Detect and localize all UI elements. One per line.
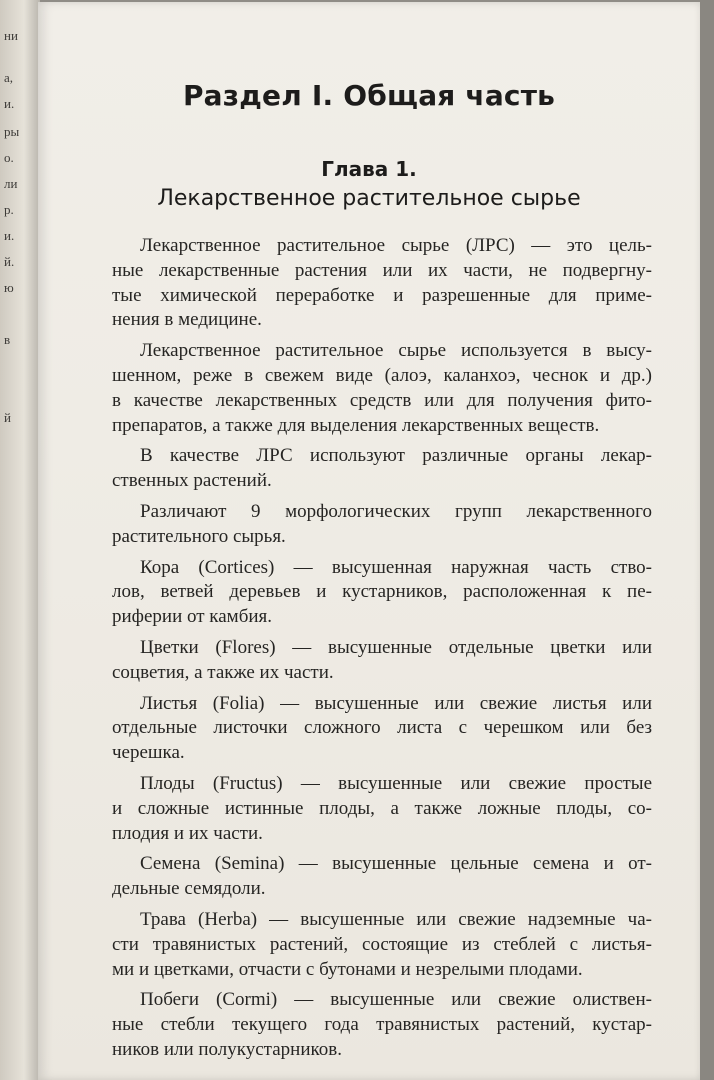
text-line: соцветия, а также их части.	[112, 661, 334, 683]
paragraph	[112, 556, 652, 630]
adjacent-page-edge	[0, 0, 40, 1080]
left-page-fragment: о.	[4, 150, 14, 165]
paragraph	[112, 234, 652, 333]
paragraph	[112, 852, 652, 902]
text-line: Плоды (Fructus) — высушенные или свежие простые	[140, 772, 652, 794]
paragraph	[112, 339, 652, 438]
paragraph	[112, 772, 652, 846]
paragraph	[112, 444, 652, 494]
text-line: тые химической переработке и разрешенные для приме-	[112, 284, 652, 306]
text-line: шенном, реже в свежем виде (алоэ, каланхоэ, чеснок и др.)	[112, 364, 652, 386]
text-line: отдельные листочки сложного листа с черешком или без	[112, 717, 652, 739]
body-text	[112, 234, 652, 1069]
text-line: В качестве ЛРС используют различные органы лекар-	[140, 445, 652, 467]
chapter-number: Глава 1.	[321, 157, 417, 181]
text-line: риферии от камбия.	[112, 606, 273, 628]
left-page-fragment: ю	[4, 280, 14, 295]
left-page-fragment: й	[4, 410, 11, 425]
text-line: сти травянистых растений, состоящие из стеблей с листья-	[112, 933, 652, 955]
text-line: в качестве лекарственных средств или для получения фито-	[112, 389, 652, 411]
text-line: препаратов, а также для выделения лекарственных веществ.	[112, 414, 600, 436]
left-page-fragment: и.	[4, 228, 15, 243]
text-line: нения в медицине.	[112, 309, 262, 331]
paragraph	[112, 500, 652, 550]
text-line: ников или полукустарников.	[112, 1038, 342, 1060]
text-line: Различают 9 морфологических групп лекарственного	[140, 500, 652, 522]
text-line: Семена (Semina) — высушенные цельные семена и от-	[140, 853, 652, 875]
left-page-fragment: ры	[4, 124, 20, 139]
left-page-fragment: ни	[4, 28, 18, 43]
paragraph	[112, 636, 652, 686]
text-line: ные стебли текущего года травянистых растений, кустар-	[112, 1014, 652, 1036]
paragraph	[112, 908, 652, 982]
text-line: Цветки (Flores) — высушенные отдельные цветки или	[140, 636, 652, 658]
text-line: Лекарственное растительное сырье (ЛРС) — это цель-	[140, 235, 652, 256]
text-line: ные лекарственные растения или их части, не подвергну-	[112, 259, 652, 281]
left-page-fragment: а,	[4, 70, 14, 85]
text-line: черешка.	[112, 742, 185, 764]
left-page-fragment: р.	[4, 202, 14, 217]
text-line: растительного сырья.	[112, 525, 286, 547]
text-line: Лекарственное растительное сырье используется в высу-	[140, 340, 652, 362]
text-line: дельные семядоли.	[112, 878, 266, 900]
text-line: ственных растений.	[112, 470, 272, 492]
text-line: плодия и их части.	[112, 822, 263, 844]
text-line: Трава (Herba) — высушенные или свежие надземные ча-	[140, 908, 652, 930]
left-page-fragment: й.	[4, 254, 15, 269]
text-line: и сложные истинные плоды, а также ложные плоды, со-	[112, 797, 652, 819]
text-line: Кора (Cortices) — высушенная наружная часть ство-	[140, 556, 652, 578]
text-line: ми и цветками, отчасти с бутонами и незрелыми плодами.	[112, 958, 583, 980]
text-line: Листья (Folia) — высушенные или свежие листья или	[140, 692, 652, 714]
paragraph	[112, 692, 652, 766]
left-page-fragment: и.	[4, 96, 15, 111]
book-page	[38, 2, 700, 1080]
text-line: Побеги (Cormi) — высушенные или свежие олиствен-	[140, 989, 652, 1011]
paragraph	[112, 988, 652, 1062]
background-edge	[700, 0, 714, 1080]
left-page-fragment: ли	[4, 176, 18, 191]
chapter-title: Лекарственное растительное сырье	[157, 186, 581, 211]
section-title: Раздел I. Общая часть	[182, 79, 556, 112]
text-line: лов, ветвей деревьев и кустарников, расположенная к пе-	[112, 581, 652, 603]
left-page-fragment: в	[4, 332, 11, 347]
